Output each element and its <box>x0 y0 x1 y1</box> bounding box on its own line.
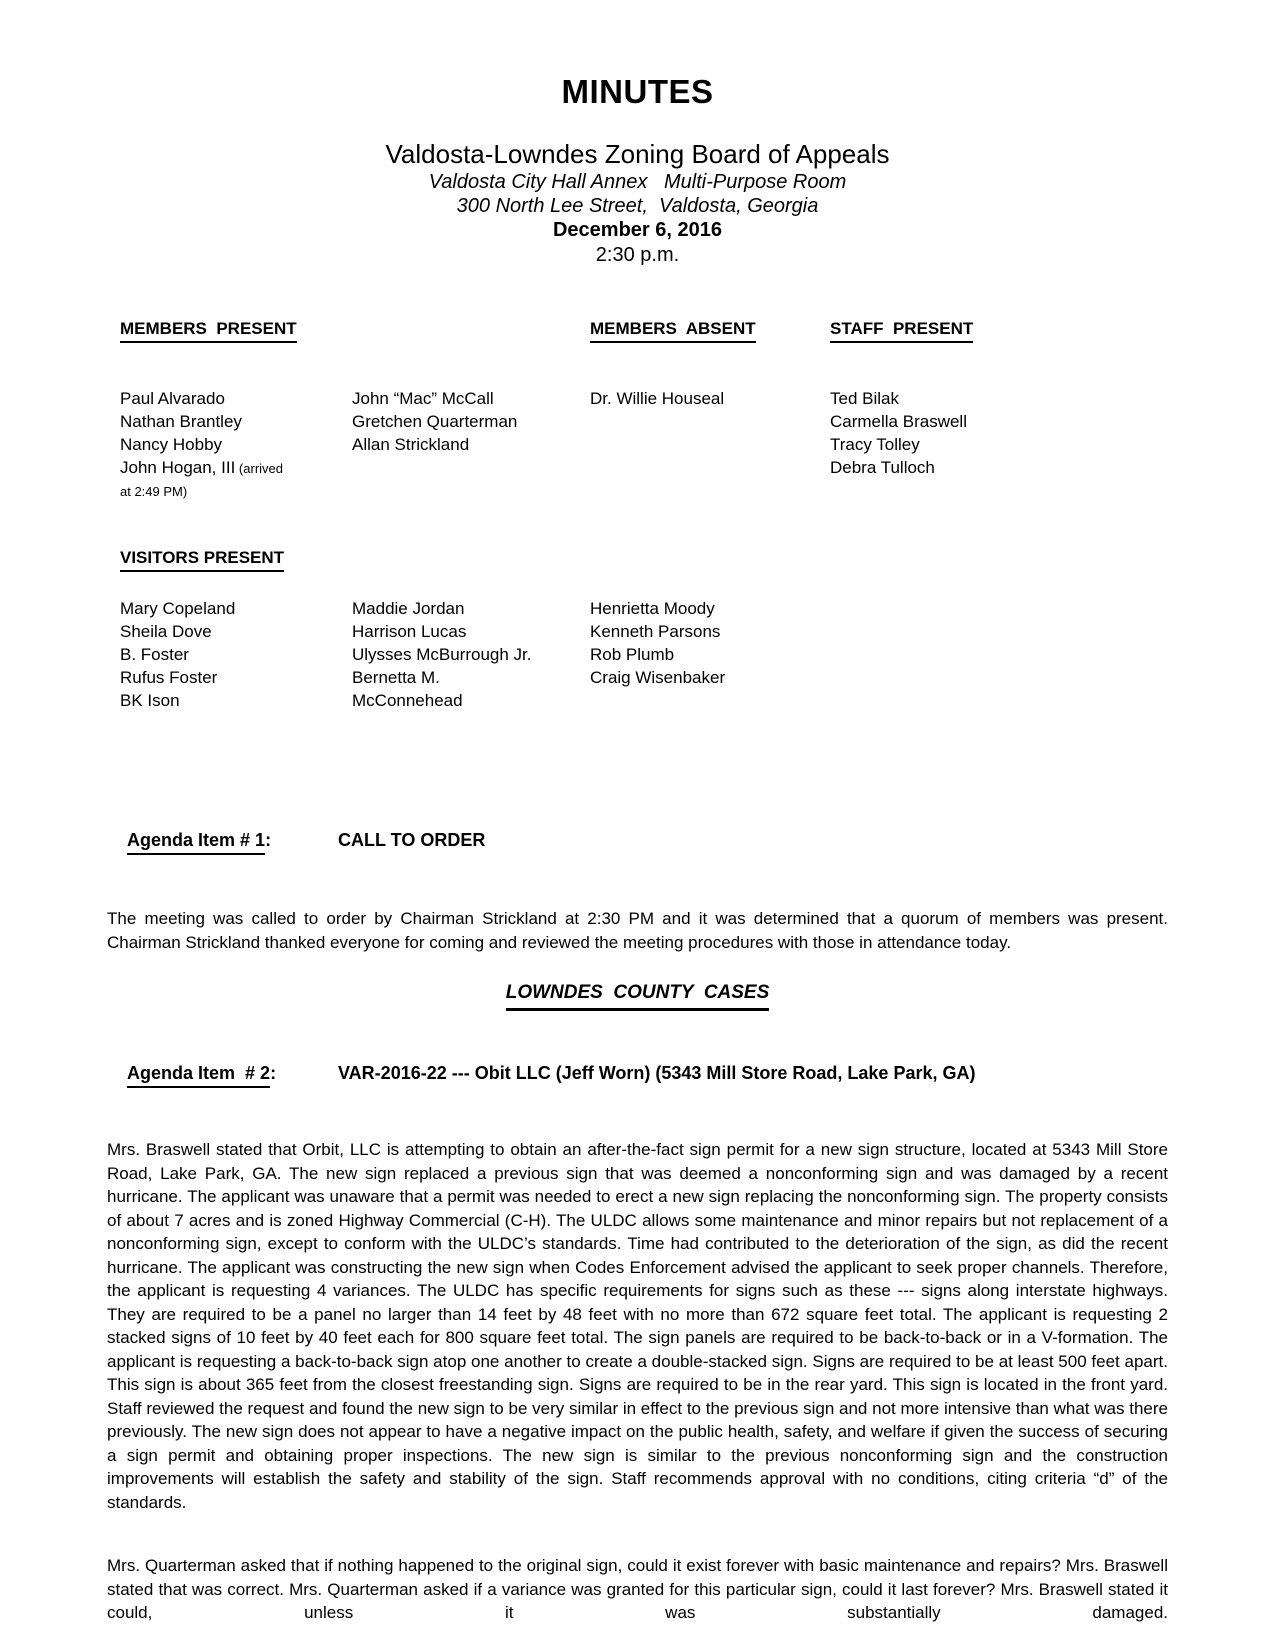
visitor-name: Rufus Foster <box>120 668 218 687</box>
members-present-heading: MEMBERS PRESENT <box>120 318 590 343</box>
call-to-order-paragraph: The meeting was called to order by Chairman Strickland at 2:30 PM and it was determined that a quorum of members was present. Chairman Strickland thanked everyone for coming and reviewed the meeting procedures with those in attendance today. <box>107 909 1168 952</box>
agenda-item-2-label-box <box>127 1061 338 1088</box>
visitor-name: McConnehead <box>352 691 463 710</box>
document-header <box>107 74 1168 268</box>
members-absent-heading: MEMBERS ABSENT <box>590 318 830 343</box>
attendance-headings-row <box>120 318 1168 343</box>
staff-present-heading: STAFF PRESENT <box>830 318 1168 343</box>
meeting-time: 2:30 p.m. <box>595 244 680 266</box>
visitor-name: Craig Wisenbaker <box>590 668 726 687</box>
staff-name: Debra Tulloch <box>830 458 935 477</box>
absent-member-name: Dr. Willie Houseal <box>590 389 725 408</box>
visitor-name: Bernetta M. <box>352 668 440 687</box>
visitor-name: BK Ison <box>120 691 180 710</box>
arrival-note: (arrived <box>235 461 283 476</box>
attendance-names-grid <box>120 387 1168 503</box>
member-name: Gretchen Quarterman <box>352 412 518 431</box>
visitors-names-grid <box>120 597 1168 712</box>
agenda-item-1-label: Agenda Item # 1 <box>127 828 265 855</box>
visitor-name: Ulysses McBurrough Jr. <box>352 645 532 664</box>
member-name: Paul Alvarado <box>120 389 225 408</box>
agenda-item-2-colon: : <box>270 1063 277 1083</box>
staff-name: Ted Bilak <box>830 389 899 408</box>
county-cases-heading-row <box>107 980 1168 1011</box>
arrival-note-line2: at 2:49 PM) <box>120 484 188 499</box>
agenda-item-1-colon: : <box>265 830 272 850</box>
visitors-column-2 <box>352 597 590 712</box>
visitor-name: Rob Plumb <box>590 645 675 664</box>
meeting-date: December 6, 2016 <box>552 219 722 241</box>
staff-present-column <box>830 387 1168 503</box>
visitor-name: Mary Copeland <box>120 599 236 618</box>
organization-name: Valdosta-Lowndes Zoning Board of Appeals <box>385 139 890 169</box>
address-line: 300 North Lee Street, Valdosta, Georgia <box>456 195 819 217</box>
agenda-item-1-heading <box>107 804 1168 879</box>
agenda-item-2-label: Agenda Item # 2 <box>127 1061 270 1088</box>
doc-title: MINUTES <box>561 73 714 110</box>
member-name: Nathan Brantley <box>120 412 242 431</box>
agenda-item-2-title: VAR-2016-22 --- Obit LLC (Jeff Worn) (5343 Mill Store Road, Lake Park, GA) <box>338 1063 976 1083</box>
agenda-item-1-title: CALL TO ORDER <box>338 830 486 850</box>
visitor-name: Sheila Dove <box>120 622 212 641</box>
agenda-item-2-heading <box>107 1037 1168 1112</box>
staff-name: Tracy Tolley <box>830 435 920 454</box>
case-description-paragraph: Mrs. Braswell stated that Orbit, LLC is attempting to obtain an after-the-fact sign permit for a new sign structure, located at 5343 Mill Store Road, Lake Park, GA. The new sign replaced a previous sign that was deemed a nonconforming sign and was damaged by a recent hurricane. The applicant was unaware that a permit was needed to erect a new sign replacing the nonconforming sign. The property consists of about 7 acres and is zoned Highway Commercial (C-H). The ULDC allows some maintenance and minor repairs but not replacement of a nonconforming sign, except to conform with the ULDC’s standards. Time had contributed to the deterioration of the sign, as did the recent hurricane. The applicant was constructing the new sign when Codes Enforcement advised the applicant to seek proper channels. Therefore, the applicant is requesting 4 variances. The ULDC has specific requirements for signs such as these --- signs along interstate highways. They are required to be a panel no larger than 14 feet by 48 feet with no more than 672 square feet total. The applicant is requesting 2 stacked signs of 10 feet by 40 feet each for 800 square feet total. The sign panels are required to be back-to-back or in a V-formation. The applicant is requesting a back-to-back sign atop one another to create a double-stacked sign. Signs are required to be at least 500 feet apart. This sign is about 365 feet from the closest freestanding sign. Signs are required to be in the rear yard. This sign is located in the front yard. Staff reviewed the request and found the new sign to be very similar in effect to the previous sign and not more intensive than what was there previously. The new sign does not appear to have a negative impact on the public health, safety, and welfare if given the success of securing a sign permit and obtaining proper inspections. The new sign is similar to the previous nonconforming sign and the construction improvements will establish the safety and stability of the sign. Staff recommends approval with no conditions, citing criteria “d” of the standards. <box>107 1140 1168 1512</box>
visitors-present-heading: VISITORS PRESENT <box>120 547 1168 572</box>
visitors-section <box>120 547 1168 712</box>
members-present-column-1 <box>120 387 352 503</box>
visitors-column-3 <box>590 597 1168 712</box>
visitor-name: Maddie Jordan <box>352 599 465 618</box>
visitors-column-1 <box>120 597 352 712</box>
visitor-name: Kenneth Parsons <box>590 622 721 641</box>
member-name-hogan: John Hogan, III (arrived <box>120 458 283 477</box>
visitor-name: B. Foster <box>120 645 189 664</box>
staff-name: Carmella Braswell <box>830 412 967 431</box>
member-name: Allan Strickland <box>352 435 470 454</box>
member-name: John “Mac” McCall <box>352 389 494 408</box>
members-absent-column <box>590 387 830 503</box>
members-present-column-2 <box>352 387 590 503</box>
member-name: Nancy Hobby <box>120 435 223 454</box>
county-cases-heading: LOWNDES COUNTY CASES <box>506 980 770 1011</box>
visitor-name: Henrietta Moody <box>590 599 715 618</box>
attendance-section <box>120 318 1168 503</box>
venue-line: Valdosta City Hall Annex Multi-Purpose Room <box>428 171 847 193</box>
discussion-paragraph: Mrs. Quarterman asked that if nothing happened to the original sign, could it exist forever with basic maintenance and repairs? Mrs. Braswell stated that was correct. Mrs. Quarterman asked if a variance was granted for this particular sign, could it last forever? Mrs. Braswell stated it could, unless it was substantially damaged. <box>107 1556 1168 1622</box>
visitor-name: Harrison Lucas <box>352 622 467 641</box>
agenda-item-1-label-box <box>127 828 338 855</box>
